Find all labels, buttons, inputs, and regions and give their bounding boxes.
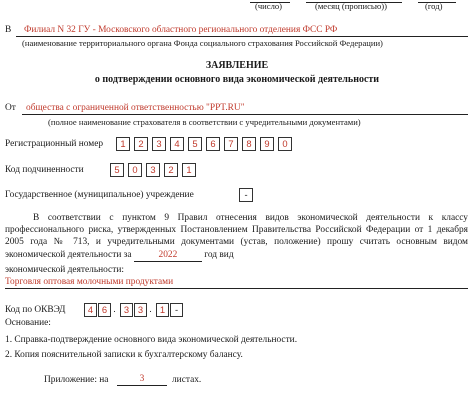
subordination-digit: 2 <box>164 163 178 177</box>
basis-item-2: 2. Копия пояснительной записки к бухгалтерскому балансу. <box>5 350 243 360</box>
attachment-unit: листах. <box>172 375 202 385</box>
subordination-digit: 1 <box>182 163 196 177</box>
reg-digit: 0 <box>278 137 292 151</box>
document-subtitle: о подтверждении основного вида экономической деятельности <box>94 74 380 85</box>
okved-digit: 6 <box>98 303 111 317</box>
hint-number: (число) <box>255 1 283 11</box>
okved-label: Код по ОКВЭД <box>5 305 66 315</box>
to-prefix: В <box>5 25 12 35</box>
attachment-count: 3 <box>117 374 167 386</box>
body-year: 2022 <box>134 249 202 262</box>
body-text: В соответствии с пунктом 9 Правил отнесения видов экономической деятельности к классу профессионального риска, утвержденных Постановлением Правительства Российской Федерации от 1 декабря 2005 года № 713, и учредительными документами (устав, положение) прошу считать основным видом экономической деятельности за <box>5 213 468 260</box>
reg-digit: 7 <box>224 137 238 151</box>
state-institution-cell <box>239 188 257 202</box>
subordination-label: Код подчиненности <box>5 165 84 175</box>
reg-digit: 6 <box>206 137 220 151</box>
okved-digit: - <box>170 303 183 317</box>
reg-digit: 9 <box>260 137 274 151</box>
reg-digit: 8 <box>242 137 256 151</box>
reg-number-cells <box>116 137 296 151</box>
hint-month: (месяц (прописью)) <box>315 1 387 11</box>
okved-separator: . <box>113 304 116 314</box>
subordination-digit: 5 <box>110 163 124 177</box>
okved-digit: 1 <box>156 303 169 317</box>
hint-year: (год) <box>425 1 443 11</box>
state-institution-label: Государственное (муниципальное) учреждение <box>5 190 194 200</box>
activity-underline <box>5 288 468 289</box>
attachment-label: Приложение: на <box>44 375 109 385</box>
body-tail: экономической деятельности: <box>5 265 124 275</box>
activity-value: Торговля оптовая молочными продуктами <box>5 277 174 287</box>
reg-digit: 3 <box>152 137 166 151</box>
okved-separator: . <box>149 304 152 314</box>
document-title: ЗАЯВЛЕНИЕ <box>205 60 269 71</box>
okved-digit: 3 <box>134 303 147 317</box>
state-institution-value: - <box>239 188 253 202</box>
to-value: Филиал N 32 ГУ - Московского областного регионального отделения ФСС РФ <box>24 25 338 35</box>
okved-cells <box>84 303 184 317</box>
reg-number-label: Регистрационный номер <box>5 139 104 149</box>
basis-item-1: 1. Справка-подтверждение основного вида экономической деятельности. <box>5 335 298 345</box>
subordination-cells <box>110 163 200 177</box>
to-underline <box>16 36 468 37</box>
reg-digit: 4 <box>170 137 184 151</box>
okved-digit: 4 <box>84 303 97 317</box>
body-suffix: год вид <box>204 249 234 260</box>
basis-label: Основание: <box>5 318 51 328</box>
body-paragraph <box>5 212 468 262</box>
reg-digit: 2 <box>134 137 148 151</box>
reg-digit: 1 <box>116 137 130 151</box>
from-value: общества с ограниченной ответственностью "PPT.RU" <box>26 103 245 113</box>
reg-digit: 5 <box>188 137 202 151</box>
to-hint: (наименование территориального органа Фонда социального страхования Российской Федерации) <box>22 38 383 48</box>
from-underline <box>22 114 468 115</box>
from-hint: (полное наименование страхователя в соответствии с учредительными документами) <box>48 117 361 127</box>
subordination-digit: 3 <box>146 163 160 177</box>
okved-digit: 3 <box>120 303 133 317</box>
subordination-digit: 0 <box>128 163 142 177</box>
from-prefix: От <box>5 103 16 113</box>
